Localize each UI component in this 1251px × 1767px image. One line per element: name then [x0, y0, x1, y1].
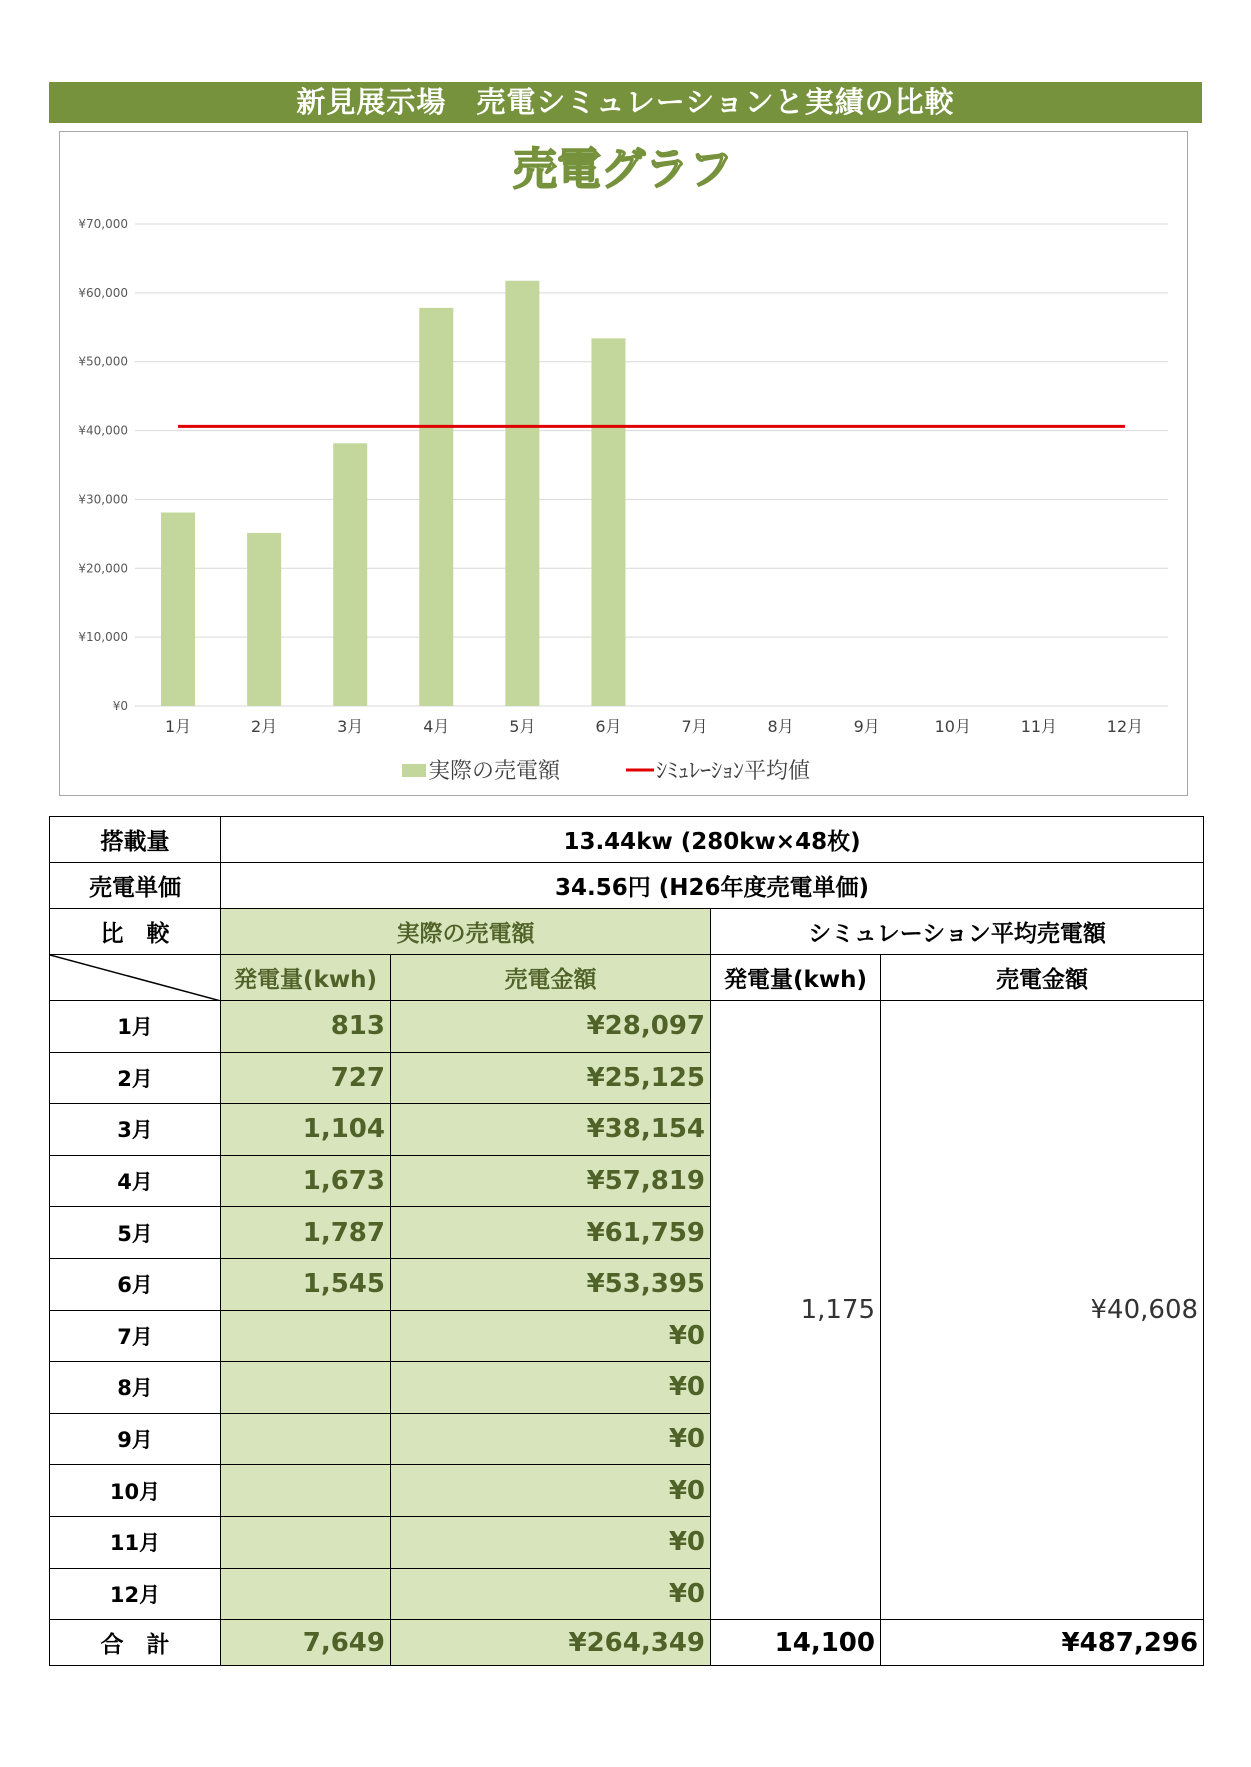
legend-bar-swatch	[402, 764, 426, 777]
gen-value	[221, 1568, 391, 1620]
sim-amount-col-header: 売電金額	[881, 955, 1204, 1001]
month-label: 12月	[50, 1568, 221, 1620]
gen-value	[221, 1516, 391, 1568]
bar	[419, 308, 453, 706]
gen-value: 727	[221, 1052, 391, 1104]
total-sim-amount: ¥487,296	[881, 1620, 1204, 1666]
bar	[247, 533, 281, 706]
table-row	[50, 1001, 1204, 1053]
bar	[161, 513, 195, 706]
capacity-value: 13.44kw (280kw×48枚)	[221, 817, 1204, 863]
y-tick-label: ¥10,000	[78, 630, 128, 645]
y-tick-label: ¥60,000	[78, 285, 128, 300]
amount-value: ¥0	[391, 1362, 711, 1414]
amount-value: ¥28,097	[391, 1001, 711, 1053]
month-label: 11月	[50, 1516, 221, 1568]
month-label: 2月	[50, 1052, 221, 1104]
gen-value: 813	[221, 1001, 391, 1053]
month-label: 10月	[50, 1465, 221, 1517]
amount-value: ¥53,395	[391, 1258, 711, 1310]
amount-col-header: 売電金額	[391, 955, 711, 1001]
sim-header: シミュレーション平均売電額	[711, 909, 1204, 955]
diagonal-line	[50, 955, 221, 1001]
amount-value: ¥0	[391, 1568, 711, 1620]
x-tick-label: 1月	[164, 717, 192, 736]
y-tick-label: ¥40,000	[78, 423, 128, 438]
month-label: 9月	[50, 1413, 221, 1465]
gen-value: 1,104	[221, 1104, 391, 1156]
sim-amount-value: ¥40,608	[881, 1001, 1204, 1620]
x-tick-label: 11月	[1020, 717, 1058, 736]
amount-value: ¥0	[391, 1413, 711, 1465]
gen-value: 1,787	[221, 1207, 391, 1259]
compare-label: 比 較	[50, 909, 221, 955]
sim-gen-value: 1,175	[711, 1001, 881, 1620]
amount-value: ¥61,759	[391, 1207, 711, 1259]
sales-chart-svg	[60, 132, 1187, 795]
gen-value	[221, 1465, 391, 1517]
month-label: 1月	[50, 1001, 221, 1053]
gen-value	[221, 1413, 391, 1465]
gen-value: 1,673	[221, 1155, 391, 1207]
sim-gen-col-header: 発電量(kwh)	[711, 955, 881, 1001]
amount-value: ¥25,125	[391, 1052, 711, 1104]
month-label: 7月	[50, 1310, 221, 1362]
diagonal-header-cell	[50, 955, 221, 1001]
gen-value: 1,545	[221, 1258, 391, 1310]
x-tick-label: 6月	[595, 717, 622, 736]
month-label: 5月	[50, 1207, 221, 1259]
x-tick-label: 10月	[934, 717, 971, 736]
x-tick-label: 8月	[767, 717, 794, 736]
y-tick-label: ¥20,000	[78, 561, 128, 576]
y-tick-label: ¥70,000	[78, 217, 128, 231]
total-label: 合 計	[50, 1620, 221, 1666]
amount-value: ¥0	[391, 1465, 711, 1517]
y-tick-label: ¥0	[112, 699, 128, 713]
x-tick-label: 12月	[1106, 717, 1144, 736]
gen-value	[221, 1362, 391, 1414]
bar	[333, 443, 367, 706]
month-label: 8月	[50, 1362, 221, 1414]
y-tick-label: ¥50,000	[78, 354, 128, 369]
total-gen: 7,649	[221, 1620, 391, 1666]
x-tick-label: 7月	[681, 717, 708, 736]
unit-price-value: 34.56円 (H26年度売電単価)	[221, 863, 1204, 909]
capacity-label: 搭載量	[50, 817, 221, 863]
gen-value	[221, 1310, 391, 1362]
bar	[591, 338, 625, 706]
x-tick-label: 5月	[509, 717, 536, 736]
sales-chart	[59, 131, 1188, 796]
bar	[505, 281, 539, 706]
legend-bar-label: 実際の売電額	[428, 759, 561, 784]
amount-value: ¥57,819	[391, 1155, 711, 1207]
unit-price-label: 売電単価	[50, 863, 221, 909]
y-tick-label: ¥30,000	[78, 492, 128, 507]
x-tick-label: 3月	[337, 717, 364, 736]
total-sim-gen: 14,100	[711, 1620, 881, 1666]
x-tick-label: 9月	[853, 717, 880, 736]
amount-value: ¥38,154	[391, 1104, 711, 1156]
month-label: 4月	[50, 1155, 221, 1207]
chart-title: 売電グラフ	[513, 144, 733, 195]
total-amount: ¥264,349	[391, 1620, 711, 1666]
comparison-table	[49, 816, 1204, 1666]
actual-header: 実際の売電額	[221, 909, 711, 955]
x-tick-label: 4月	[423, 717, 450, 736]
x-tick-label: 2月	[251, 717, 278, 736]
legend-line-label: ｼﾐｭﾚｰｼｮﾝ平均値	[656, 759, 811, 784]
amount-value: ¥0	[391, 1310, 711, 1362]
amount-value: ¥0	[391, 1516, 711, 1568]
page-title: 新見展示場 売電シミュレーションと実績の比較	[49, 82, 1202, 123]
month-label: 3月	[50, 1104, 221, 1156]
month-label: 6月	[50, 1258, 221, 1310]
gen-col-header: 発電量(kwh)	[221, 955, 391, 1001]
